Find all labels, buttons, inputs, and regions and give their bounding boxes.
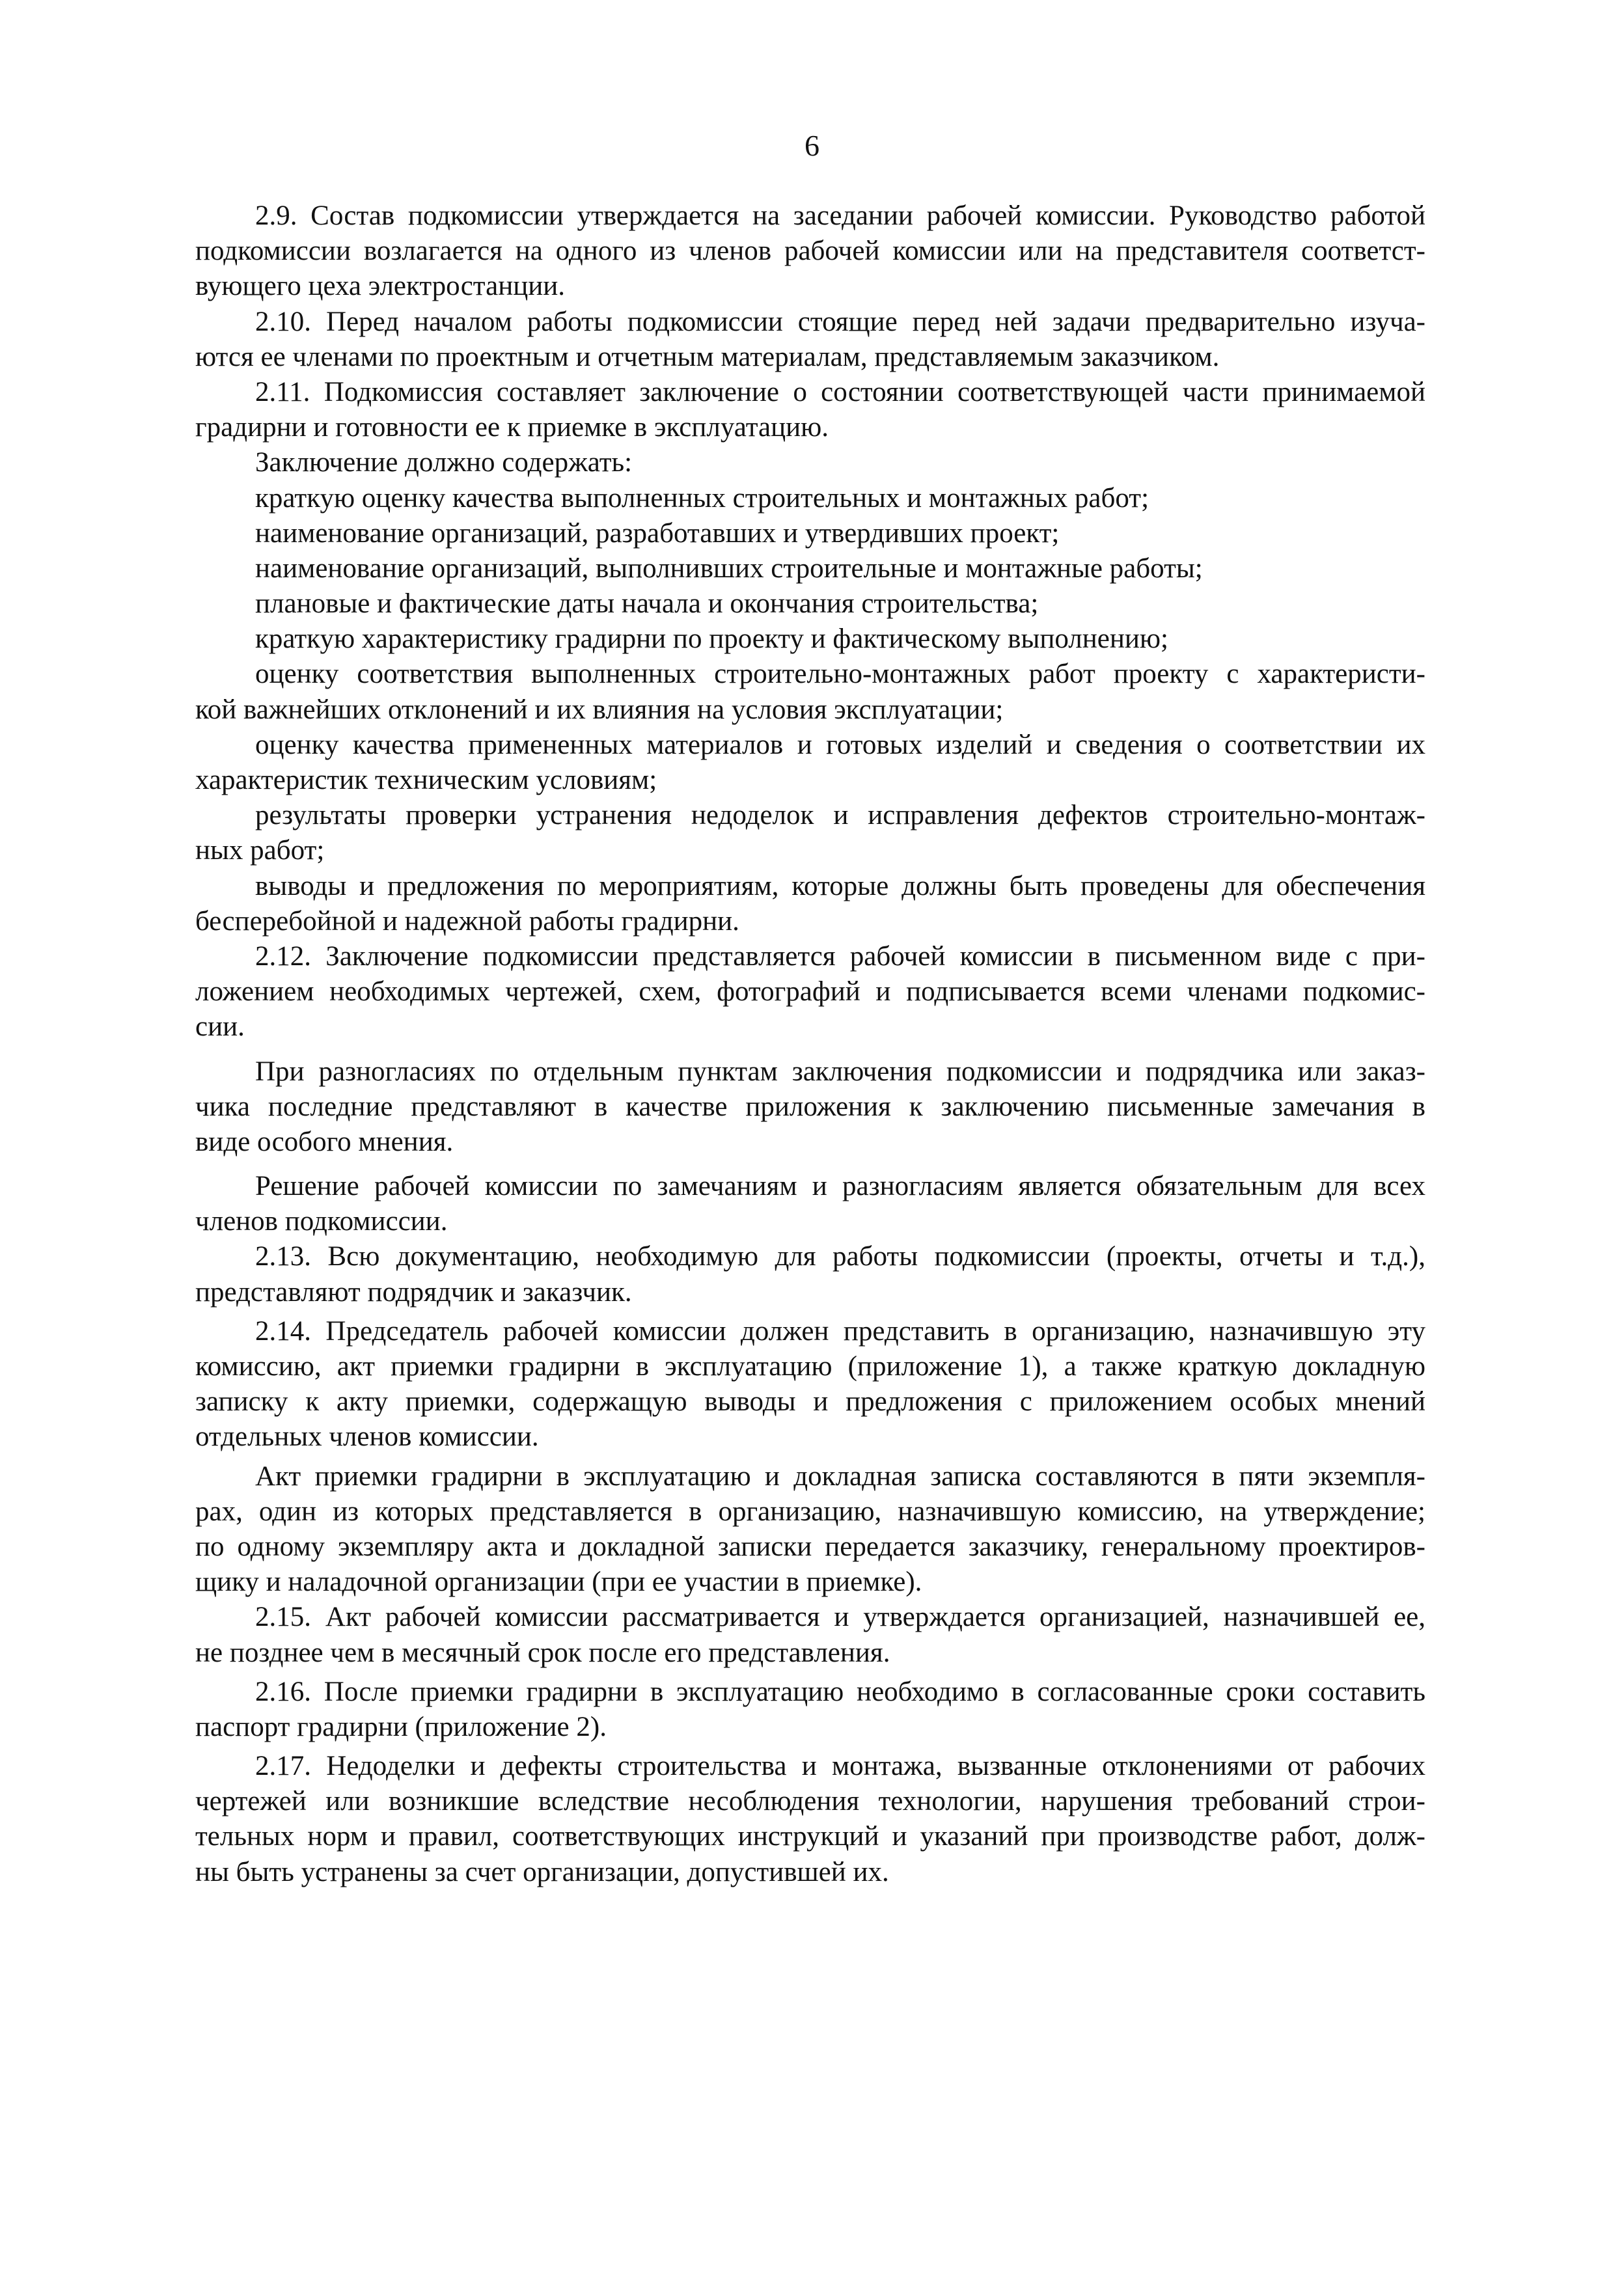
document-body bbox=[195, 199, 1425, 1890]
text-line: ложением необходимых чертежей, схем, фотографий и подписывается всеми членами подкомис- bbox=[195, 976, 1425, 1007]
text-line: Решение рабочей комиссии по замечаниям и разногласиям является обязательным для всех bbox=[255, 1171, 1425, 1202]
text-line: паспорт градирни (приложение 2). bbox=[195, 1711, 607, 1742]
text-line: При разногласиях по отдельным пунктам заключения подкомиссии и подрядчика или заказ- bbox=[255, 1056, 1425, 1087]
text-line: 2.16. После приемки градирни в эксплуатацию необходимо в согласованные сроки составить bbox=[255, 1676, 1425, 1707]
text-line: кой важнейших отклонений и их влияния на условия эксплуатации; bbox=[195, 694, 1004, 725]
text-line: Заключение должно содержать: bbox=[255, 447, 633, 478]
text-line: ются ее членами по проектным и отчетным материалам, представляемым заказчиком. bbox=[195, 341, 1220, 372]
text-line: 2.10. Перед началом работы подкомиссии стоящие перед ней задачи предварительно изуча- bbox=[255, 306, 1425, 337]
page-number: 6 bbox=[805, 129, 819, 162]
text-line: градирни и готовности ее к приемке в эксплуатацию. bbox=[195, 412, 829, 443]
text-line: вующего цеха электростанции. bbox=[195, 271, 565, 302]
text-line: бесперебойной и надежной работы градирни. bbox=[195, 905, 739, 937]
text-line: 2.12. Заключение подкомиссии представляется рабочей комиссии в письменном виде с при- bbox=[255, 940, 1425, 972]
text-line: 2.15. Акт рабочей комиссии рассматривается и утверждается организацией, назначившей ее, bbox=[255, 1602, 1425, 1633]
text-line: оценку качества примененных материалов и готовых изделий и сведения о соответствии их bbox=[255, 729, 1425, 760]
text-line: подкомиссии возлагается на одного из членов рабочей комиссии или на представителя соответст- bbox=[195, 236, 1425, 267]
text-line: 2.9. Состав подкомиссии утверждается на заседании рабочей комиссии. Руководство работой bbox=[255, 200, 1425, 231]
text-line: тельных норм и правил, соответствующих инструкций и указаний при производстве работ, долж- bbox=[195, 1821, 1425, 1852]
text-line: наименование организаций, разработавших и утвердивших проект; bbox=[255, 517, 1060, 549]
text-line: записку к акту приемки, содержащую выводы и предложения с приложением особых мнений bbox=[195, 1386, 1425, 1418]
text-line: оценку соответствия выполненных строительно-монтажных работ проекту с характеристи- bbox=[255, 659, 1425, 690]
text-line: виде особого мнения. bbox=[195, 1126, 454, 1157]
text-line: отдельных членов комиссии. bbox=[195, 1421, 539, 1453]
text-line: краткую оценку качества выполненных строительных и монтажных работ; bbox=[255, 482, 1149, 514]
text-line: сии. bbox=[195, 1011, 245, 1043]
text-line: ны быть устранены за счет организации, допустившей их. bbox=[195, 1856, 889, 1887]
text-line: плановые и фактические даты начала и окончания строительства; bbox=[255, 588, 1039, 620]
text-line: рах, один из которых представляется в организацию, назначившую комиссию, на утверждение; bbox=[195, 1496, 1425, 1527]
text-line: по одному экземпляру акта и докладной записки передается заказчику, генеральному проектиров- bbox=[195, 1531, 1425, 1562]
text-line: ных работ; bbox=[195, 835, 325, 866]
text-line: чика последние представляют в качестве приложения к заключению письменные замечания в bbox=[195, 1091, 1425, 1122]
text-line: 2.17. Недоделки и дефекты строительства и монтажа, вызванные отклонениями от рабочих bbox=[255, 1751, 1425, 1782]
text-line: комиссию, акт приемки градирни в эксплуатацию (приложение 1), а также краткую докладную bbox=[195, 1351, 1425, 1382]
text-line: 2.11. Подкомиссия составляет заключение о состоянии соответствующей части принимаемой bbox=[255, 376, 1425, 407]
text-line: чертежей или возникшие вследствие несоблюдения технологии, нарушения требований строи- bbox=[195, 1786, 1425, 1817]
text-line: выводы и предложения по мероприятиям, которые должны быть проведены для обеспечения bbox=[255, 870, 1425, 901]
text-line: щику и наладочной организации (при ее участии в приемке). bbox=[195, 1567, 922, 1598]
text-line: краткую характеристику градирни по проекту и фактическому выполнению; bbox=[255, 624, 1168, 655]
text-line: не позднее чем в месячный срок после его представления. bbox=[195, 1637, 890, 1668]
text-line: наименование организаций, выполнивших строительные и монтажные работы; bbox=[255, 553, 1203, 584]
text-line: результаты проверки устранения недоделок и исправления дефектов строительно-монтаж- bbox=[255, 800, 1425, 831]
text-line: представляют подрядчик и заказчик. bbox=[195, 1276, 632, 1308]
text-line: 2.13. Всю документацию, необходимую для работы подкомиссии (проекты, отчеты и т.д.), bbox=[255, 1241, 1425, 1272]
text-line: 2.14. Председатель рабочей комиссии должен представить в организацию, назначившую эту bbox=[255, 1315, 1425, 1347]
text-line: характеристик техническим условиям; bbox=[195, 765, 657, 795]
text-line: членов подкомиссии. bbox=[195, 1206, 448, 1237]
text-line: Акт приемки градирни в эксплуатацию и докладная записка составляются в пяти экземпля- bbox=[255, 1460, 1425, 1492]
